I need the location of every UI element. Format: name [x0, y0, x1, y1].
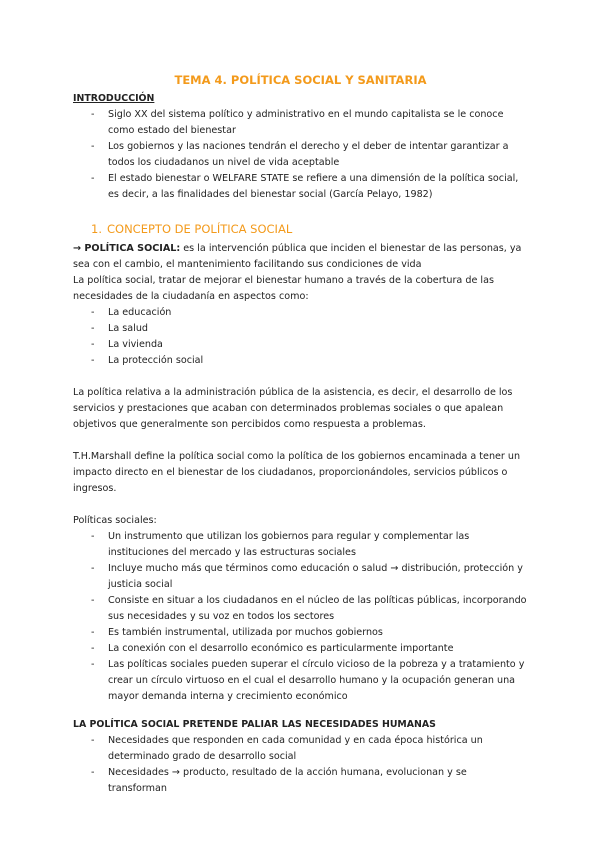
list-item: - La salud [73, 321, 528, 337]
list-item: - Incluye mucho más que términos como educación o salud → distribución, protección y justicia social [73, 561, 528, 593]
list-item: - El estado bienestar o WELFARE STATE se refiere a una dimensión de la política social, es decir, a las finalidades del bienestar social (García Pelayo, 1982) [73, 171, 528, 203]
intro-heading: INTRODUCCIÓN [73, 93, 155, 104]
list-item: - La conexión con el desarrollo económico es particularmente importante [73, 641, 528, 657]
section-title: CONCEPTO DE POLÍTICA SOCIAL [107, 222, 293, 236]
list-item: - Las políticas sociales pueden superar el círculo vicioso de la pobreza y a tratamiento y crear un círculo virtuoso en el cual el desarrollo humano y la ocupación generan una mayor demanda interna y crecimiento económico [73, 657, 528, 705]
list-item: - Los gobiernos y las naciones tendrán el derecho y el deber de intentar garantizar a todos los ciudadanos un nivel de vida aceptable [73, 139, 528, 171]
policies-label: Políticas sociales: [73, 515, 157, 526]
paragraph: T.H.Marshall define la política social como la política de los gobiernos encaminada a tener un impacto directo en el bienestar de los ciudadanos, proporcionándoles, servicios públicos o ingresos. [73, 451, 521, 494]
definition-paragraph [73, 241, 528, 273]
list-item: - Necesidades → producto, resultado de la acción humana, evolucionan y se transforman [73, 765, 528, 797]
list-item: - La educación [73, 305, 528, 321]
list-item: - Necesidades que responden en cada comunidad y en cada época histórica un determinado grado de desarrollo social [73, 733, 528, 765]
aspects-list [73, 305, 528, 369]
section-heading [91, 221, 528, 237]
definition-label: → POLÍTICA SOCIAL: [73, 243, 181, 254]
policies-list [73, 529, 528, 705]
needs-heading: LA POLÍTICA SOCIAL PRETENDE PALIAR LAS NECESIDADES HUMANAS [73, 719, 436, 730]
list-item: - Es también instrumental, utilizada por muchos gobiernos [73, 625, 528, 641]
paragraph: La política social, tratar de mejorar el bienestar humano a través de la cobertura de las necesidades de la ciudadanía en aspectos como: [73, 275, 494, 302]
definition-text: es la intervención pública que inciden el bienestar de las personas, ya sea con el cambio, el mantenimiento facilitando sus condiciones de vida [73, 243, 522, 270]
needs-list [73, 733, 528, 797]
section-number: 1. [91, 222, 102, 236]
list-item: - La protección social [73, 353, 528, 369]
intro-list [73, 107, 528, 203]
list-item: - Un instrumento que utilizan los gobiernos para regular y complementar las instituciones del mercado y las estructuras sociales [73, 529, 528, 561]
document-title: TEMA 4. POLÍTICA SOCIAL Y SANITARIA [174, 73, 427, 87]
list-item: - Siglo XX del sistema político y administrativo en el mundo capitalista se le conoce como estado del bienestar [73, 107, 528, 139]
list-item: - La vivienda [73, 337, 528, 353]
paragraph: La política relativa a la administración pública de la asistencia, es decir, el desarrollo de los servicios y prestaciones que acaban con determinados problemas sociales o que apalean objetivos que generalmente son percibidos como respuesta a problemas. [73, 387, 513, 430]
list-item: - Consiste en situar a los ciudadanos en el núcleo de las políticas públicas, incorporando sus necesidades y su voz en todos los sectores [73, 593, 528, 625]
